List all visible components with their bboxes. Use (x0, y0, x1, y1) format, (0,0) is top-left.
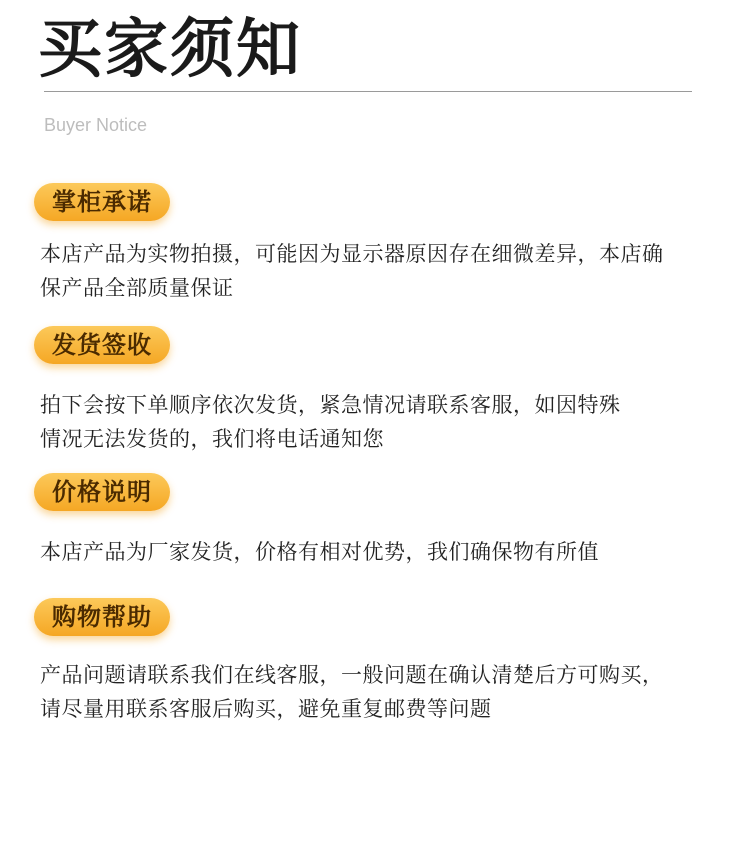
section-body-line: 产品问题请联系我们在线客服，一般问题在确认清楚后方可购买， (40, 663, 664, 687)
section-body-line: 保产品全部质量保证 (40, 276, 234, 300)
page-subtitle: Buyer Notice (44, 115, 148, 135)
section-seller-promise (34, 183, 724, 305)
title-divider (44, 91, 692, 92)
section-shopping-help (34, 598, 724, 726)
section-heading-badge: 掌柜承诺 (34, 183, 170, 221)
section-heading-badge: 价格说明 (34, 473, 170, 511)
section-body-line: 本店产品为实物拍摄，可能因为显示器原因存在细微差异，本店确 (40, 242, 664, 266)
section-heading-badge: 购物帮助 (34, 598, 170, 636)
section-price-note (34, 473, 724, 569)
section-body-line: 拍下会按下单顺序依次发货，紧急情况请联系客服，如因特殊 (40, 393, 621, 417)
section-shipping-receipt (34, 326, 724, 456)
section-body-line: 本店产品为厂家发货，价格有相对优势，我们确保物有所值 (40, 540, 599, 564)
section-heading-badge: 发货签收 (34, 326, 170, 364)
page-title: 买家须知 (38, 13, 302, 87)
section-body-line: 请尽量用联系客服后购买，避免重复邮费等问题 (40, 697, 492, 721)
section-body-line: 情况无法发货的，我们将电话通知您 (40, 427, 384, 451)
